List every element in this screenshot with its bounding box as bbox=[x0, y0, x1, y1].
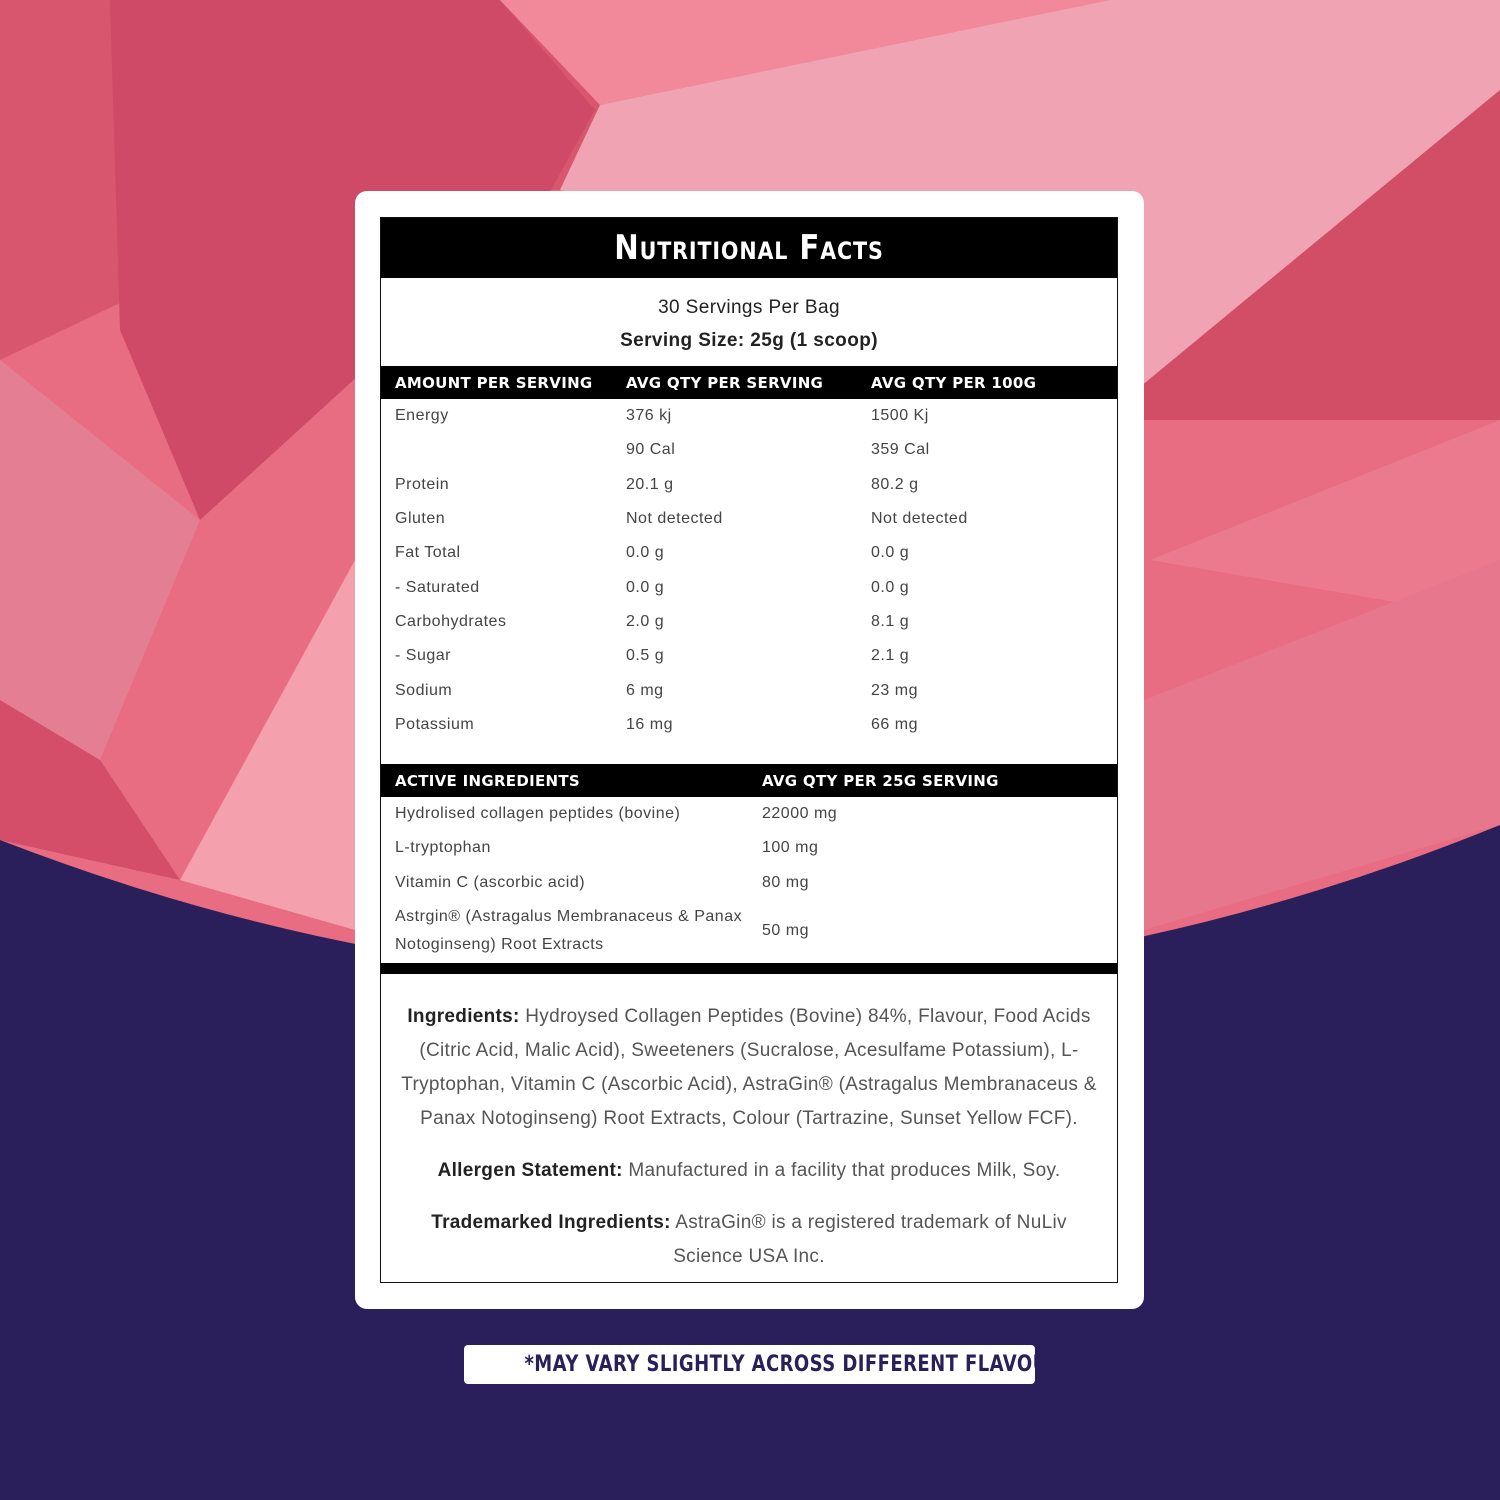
per-100g-value: 8.1 g bbox=[871, 612, 910, 630]
serving-size: Serving Size: 25g (1 scoop) bbox=[620, 330, 878, 351]
allergen-statement bbox=[399, 1154, 1099, 1188]
nutrient-name: Protein bbox=[395, 475, 450, 493]
nutrition-row bbox=[381, 433, 1117, 467]
active-row bbox=[381, 797, 1117, 831]
servings-per-bag: 30 Servings Per Bag bbox=[658, 297, 840, 318]
nutrient-name: Carbohydrates bbox=[395, 612, 507, 630]
nutrient-name: Gluten bbox=[395, 510, 446, 528]
nutrient-name: Energy bbox=[395, 407, 449, 425]
per-100g-value: 0.0 g bbox=[871, 544, 910, 562]
per-serving-value: 0.0 g bbox=[626, 544, 665, 562]
nutrition-row bbox=[381, 536, 1117, 570]
per-100g-value: 359 Cal bbox=[871, 441, 930, 459]
nutrition-row bbox=[381, 639, 1117, 673]
nutrient-name: Sodium bbox=[395, 681, 453, 699]
per-serving-value: 2.0 g bbox=[626, 612, 665, 630]
label-notes bbox=[381, 974, 1117, 1274]
per-100g-value: 80.2 g bbox=[871, 475, 919, 493]
per-100g-value: 0.0 g bbox=[871, 578, 910, 596]
per-100g-value: 66 mg bbox=[871, 715, 918, 733]
header-active-ingredients: ACTIVE INGREDIENTS bbox=[395, 771, 581, 790]
ingredient-name: Hydrolised collagen peptides (bovine) bbox=[395, 805, 681, 823]
per-serving-value: 0.5 g bbox=[626, 647, 665, 665]
ingredient-name: Astrgin® (Astragalus Membranaceus & Panax Notoginseng) Root Extracts bbox=[395, 907, 743, 953]
per-serving-value: 376 kj bbox=[626, 407, 672, 425]
active-ingredients-header bbox=[381, 764, 1117, 797]
disclaimer-text: *MAY VARY SLIGHTLY ACROSS DIFFERENT FLAVOURS bbox=[524, 1352, 1076, 1377]
ingredients-label: Ingredients: bbox=[407, 1006, 520, 1027]
per-serving-value: 20.1 g bbox=[626, 475, 674, 493]
allergen-text: Manufactured in a facility that produces Milk, Soy. bbox=[628, 1160, 1061, 1181]
per-100g-value: 23 mg bbox=[871, 681, 918, 699]
flavour-disclaimer bbox=[464, 1345, 1076, 1384]
nutrition-table bbox=[381, 399, 1117, 764]
nutrition-card bbox=[355, 191, 1144, 1309]
nutrition-row bbox=[381, 708, 1117, 742]
ingredient-name: L-tryptophan bbox=[395, 839, 491, 857]
nutrition-row bbox=[381, 605, 1117, 639]
ingredient-qty: 100 mg bbox=[762, 839, 819, 857]
panel-title: Nutritional Facts bbox=[433, 218, 1066, 278]
nutrition-row bbox=[381, 570, 1117, 604]
active-row bbox=[381, 866, 1117, 900]
nutrient-name: Potassium bbox=[395, 715, 475, 733]
allergen-label: Allergen Statement: bbox=[437, 1160, 623, 1181]
ingredient-qty: 80 mg bbox=[762, 873, 809, 891]
ingredients-statement bbox=[399, 1000, 1099, 1136]
header-amount-per-serving: AMOUNT PER SERVING bbox=[395, 373, 593, 392]
header-avg-qty-per-100g: AVG QTY PER 100G bbox=[871, 373, 1037, 392]
per-100g-value: 2.1 g bbox=[871, 647, 910, 665]
nutrition-row bbox=[381, 468, 1117, 502]
per-serving-value: 6 mg bbox=[626, 681, 664, 699]
nutrition-panel bbox=[380, 217, 1118, 1283]
nutrition-row bbox=[381, 673, 1117, 707]
title-bar bbox=[381, 218, 1117, 278]
active-row bbox=[381, 900, 1117, 962]
active-row bbox=[381, 831, 1117, 865]
per-100g-value: Not detected bbox=[871, 510, 968, 528]
nutrition-header bbox=[381, 366, 1117, 399]
nutrition-row bbox=[381, 502, 1117, 536]
trademark-text: AstraGin® is a registered trademark of NuLiv Science USA Inc. bbox=[673, 1212, 1067, 1267]
nutrient-name: - Saturated bbox=[395, 578, 480, 596]
nutrition-row bbox=[381, 399, 1117, 433]
trademark-label: Trademarked Ingredients: bbox=[431, 1212, 671, 1233]
header-avg-qty-per-serving: AVG QTY PER SERVING bbox=[626, 373, 824, 392]
active-ingredients-table bbox=[381, 797, 1117, 963]
per-100g-value: 1500 Kj bbox=[871, 407, 929, 425]
section-divider bbox=[381, 963, 1117, 974]
nutrient-name: Fat Total bbox=[395, 544, 461, 562]
serving-info bbox=[381, 278, 1117, 366]
per-serving-value: 0.0 g bbox=[626, 578, 665, 596]
per-serving-value: 16 mg bbox=[626, 715, 673, 733]
ingredient-name: Vitamin C (ascorbic acid) bbox=[395, 873, 586, 891]
ingredient-qty: 22000 mg bbox=[762, 805, 838, 823]
ingredients-text: Hydroysed Collagen Peptides (Bovine) 84%, Flavour, Food Acids (Citric Acid, Malic Acid), Sweeteners (Sucralose, Acesulfame Potassium), L-Tryptophan, Vitamin C (Ascorbic Acid), AstraGin® (Astragalus Membranaceus & Panax Notoginseng) Root Extracts, Colour (Tartrazine, Sunset Yellow FCF). bbox=[401, 1006, 1097, 1129]
per-serving-value: 90 Cal bbox=[626, 441, 676, 459]
trademark-statement bbox=[399, 1206, 1099, 1274]
header-avg-qty-per-25g: AVG QTY PER 25G SERVING bbox=[762, 771, 999, 790]
nutrient-name: - Sugar bbox=[395, 647, 451, 665]
per-serving-value: Not detected bbox=[626, 510, 723, 528]
ingredient-qty: 50 mg bbox=[762, 921, 809, 939]
